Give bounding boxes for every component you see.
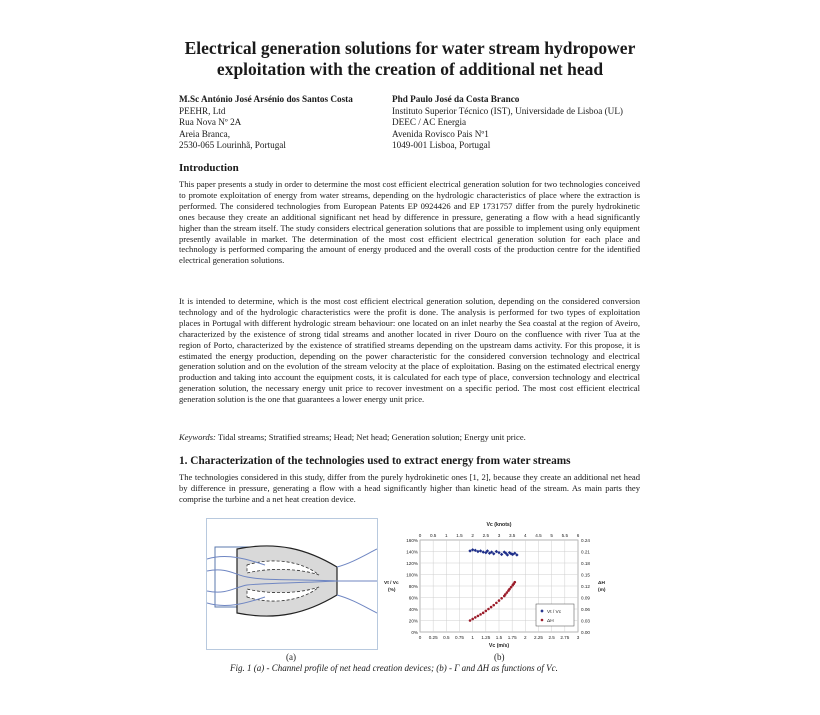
data-point-delta-h bbox=[500, 597, 503, 600]
vc-chart bbox=[382, 518, 614, 651]
data-point-delta-h bbox=[477, 615, 480, 618]
y-right-axis-label: ΔH bbox=[598, 581, 605, 586]
figure-b-label: (b) bbox=[494, 652, 505, 662]
keywords-label: Keywords: bbox=[179, 432, 216, 442]
x-tick-label: 3 bbox=[576, 635, 580, 640]
chart-legend bbox=[536, 604, 574, 626]
figure-caption: Fig. 1 (a) - Channel profile of net head creation devices; (b) - Γ and ΔH as functions of Vc. bbox=[230, 663, 558, 673]
section-1-paragraph: The technologies considered in this study, differ from the purely hydrokinetic ones [1, 2], because they create an additional net head by difference in pressure, generating a flow with a head significantly higher than kinetic head of the stream. As main parts they comprise the turbine and a net heat creation device. bbox=[179, 472, 640, 504]
x-tick-label: 0.25 bbox=[428, 635, 438, 640]
channel-profile-drawing bbox=[207, 519, 377, 649]
y-right-tick-label: 0.03 bbox=[581, 618, 590, 624]
y-right-tick-label: 0.21 bbox=[581, 549, 590, 555]
x-top-tick-label: 5 bbox=[550, 533, 553, 538]
data-point-delta-h bbox=[495, 602, 498, 605]
x-top-axis-label: Vc (knots) bbox=[486, 522, 512, 528]
x-tick-label: 2.75 bbox=[560, 635, 570, 640]
data-point-delta-h bbox=[487, 608, 490, 611]
y-left-tick-label: 140% bbox=[406, 549, 418, 555]
x-top-tick-label: 3 bbox=[497, 533, 501, 538]
x-top-tick-label: 4.5 bbox=[535, 533, 542, 538]
x-top-tick-label: 0 bbox=[418, 533, 422, 538]
x-tick-label: 1 bbox=[471, 635, 474, 640]
channel-profile-figure bbox=[206, 518, 378, 650]
y-left-axis-label: Vt / Vc bbox=[384, 581, 399, 586]
x-tick-label: 0.75 bbox=[455, 635, 464, 640]
x-tick-label: 1.5 bbox=[495, 635, 503, 640]
data-point-delta-h bbox=[471, 618, 474, 621]
x-axis-label: Vc (m/s) bbox=[488, 643, 510, 649]
data-point-delta-h bbox=[485, 610, 488, 613]
keywords bbox=[179, 432, 640, 442]
figure-a-label: (a) bbox=[286, 652, 296, 662]
vc-chart-svg bbox=[382, 518, 614, 651]
introduction-heading: Introduction bbox=[179, 162, 239, 174]
y-right-tick-label: 0.15 bbox=[581, 572, 590, 578]
y-right-tick-label: 0.00 bbox=[581, 630, 590, 635]
y-left-tick-label: 100% bbox=[406, 572, 418, 578]
author-right-line: Instituto Superior Técnico (IST), Universidade de Lisboa (UL) bbox=[392, 105, 623, 116]
x-top-tick-label: 4 bbox=[524, 533, 527, 538]
author-right-line: DEEC / AC Energia bbox=[392, 117, 467, 128]
x-tick-label: 2.5 bbox=[548, 635, 555, 640]
author-left bbox=[179, 94, 394, 152]
title-line-1: Electrical generation solutions for water stream hydropower bbox=[184, 38, 636, 58]
y-right-axis-unit: (m) bbox=[598, 588, 606, 593]
x-tick-label: 1.25 bbox=[481, 635, 491, 640]
legend-entry: ΔH bbox=[547, 619, 554, 624]
data-point-delta-h bbox=[514, 581, 517, 584]
x-top-tick-label: 2 bbox=[471, 533, 474, 538]
author-right-line: Avenida Rovisco Pais Nº1 bbox=[392, 128, 489, 139]
x-tick-label: 1.75 bbox=[507, 635, 517, 640]
x-tick-label: 2.25 bbox=[534, 635, 543, 640]
x-top-tick-label: 0.5 bbox=[429, 533, 437, 538]
author-left-line: PEEHR, Ltd bbox=[179, 105, 226, 116]
x-top-tick-label: 1 bbox=[445, 533, 448, 538]
author-left-line: Areia Branca, bbox=[179, 128, 231, 139]
y-left-tick-label: 160% bbox=[406, 538, 418, 543]
y-right-tick-label: 0.12 bbox=[581, 584, 590, 589]
x-top-tick-label: 6 bbox=[576, 533, 580, 538]
y-left-tick-label: 80% bbox=[408, 584, 418, 589]
y-right-tick-label: 0.06 bbox=[581, 607, 590, 612]
legend-marker-delta-h bbox=[541, 619, 544, 622]
data-point-delta-h bbox=[490, 606, 493, 609]
data-point-delta-h bbox=[498, 599, 501, 602]
data-point-delta-h bbox=[492, 604, 495, 607]
author-right bbox=[392, 94, 652, 152]
data-point-delta-h bbox=[479, 613, 482, 616]
x-tick-label: 0 bbox=[418, 635, 422, 640]
introduction-paragraph-1: This paper presents a study in order to determine the most cost efficient electrical generation solution for two technologies conceived to promote exploitation of energy from water streams, depending on the hydrologic characteristics of place where the extraction is performed. The considered technologies from European Patents EP 0924426 and EP 1731757 differ from the purely hydrokinetic ones because they create an additional significant net head by difference in pressure, generating a flow with a head significantly higher than the stream itself. The study considers electrical generation solutions that are possible to implement using only equipment presently available in market. The determination of the most cost efficient electrical generation solution for each place and technology is performed comparing the amount of energy produced and the overall costs of the production centre for the identified electrical generation solutions. bbox=[179, 179, 640, 266]
data-point-delta-h bbox=[474, 616, 477, 619]
x-top-tick-label: 3.5 bbox=[508, 533, 516, 538]
data-point-delta-h bbox=[482, 612, 485, 615]
legend-entry: Vt / Vc bbox=[547, 610, 562, 615]
title-line-2: exploitation with the creation of additional net head bbox=[216, 59, 604, 79]
data-point-delta-h bbox=[469, 619, 472, 622]
x-tick-label: 0.5 bbox=[443, 635, 450, 640]
y-right-tick-label: 0.24 bbox=[581, 538, 590, 543]
y-right-tick-label: 0.09 bbox=[581, 595, 590, 601]
author-left-line: 2530-065 Lourinhã, Portugal bbox=[179, 140, 286, 151]
x-top-tick-label: 5.5 bbox=[561, 533, 569, 538]
y-left-tick-label: 60% bbox=[408, 595, 418, 601]
y-left-tick-label: 120% bbox=[406, 561, 418, 566]
section-1-heading: 1. Characterization of the technologies used to extract energy from water streams bbox=[179, 455, 571, 467]
x-top-tick-label: 2.5 bbox=[482, 533, 490, 538]
y-left-tick-label: 20% bbox=[408, 618, 418, 624]
introduction-paragraph-2: It is intended to determine, which is the most cost efficient electrical generation solution, depending on the considered conversion technology and of the hydrologic characteristics were the profit is done. The analysis is performed for two types of exploitation places in Portugal with different hydrologic stream behaviour: one located on an inlet nearby the Sea coastal at the region of Aveiro, characterized by the existence of strong tidal streams and another located in river Douro on the confluence with river Tua at the region of Porto, characterized by the existence of stratified streams depending on the upstream dams activity. For this propose, it is estimated the energy production, depending on the power characteristic for the considered conversion technology and electrical generation solution and on the evolution of the stream velocity at the place of exploitation. Basing on the estimated electrical energy production and taking into account the equipment costs, it is calculated for each type of place, conversion technology and electrical generation solution, the necessary energy unit price to recover investment on a specific period. The most cost efficient electrical generation solution is the one that guarantees a lower energy unit price. bbox=[179, 296, 640, 405]
author-right-line: 1049-001 Lisboa, Portugal bbox=[392, 140, 491, 151]
y-left-axis-unit: (%) bbox=[388, 588, 396, 593]
paper-title bbox=[150, 38, 670, 80]
author-left-line: Rua Nova Nº 2A bbox=[179, 117, 242, 128]
author-right-name: Phd Paulo José da Costa Branco bbox=[392, 94, 520, 104]
y-right-tick-label: 0.18 bbox=[581, 561, 590, 566]
author-left-name: M.Sc António José Arsénio dos Santos Costa bbox=[179, 94, 353, 104]
keywords-text: Tidal streams; Stratified streams; Head; Net head; Generation solution; Energy unit price. bbox=[217, 432, 526, 442]
x-top-tick-label: 1.5 bbox=[456, 533, 463, 538]
x-tick-label: 2 bbox=[524, 635, 527, 640]
y-left-tick-label: 0% bbox=[411, 630, 418, 635]
y-left-tick-label: 40% bbox=[408, 607, 418, 612]
